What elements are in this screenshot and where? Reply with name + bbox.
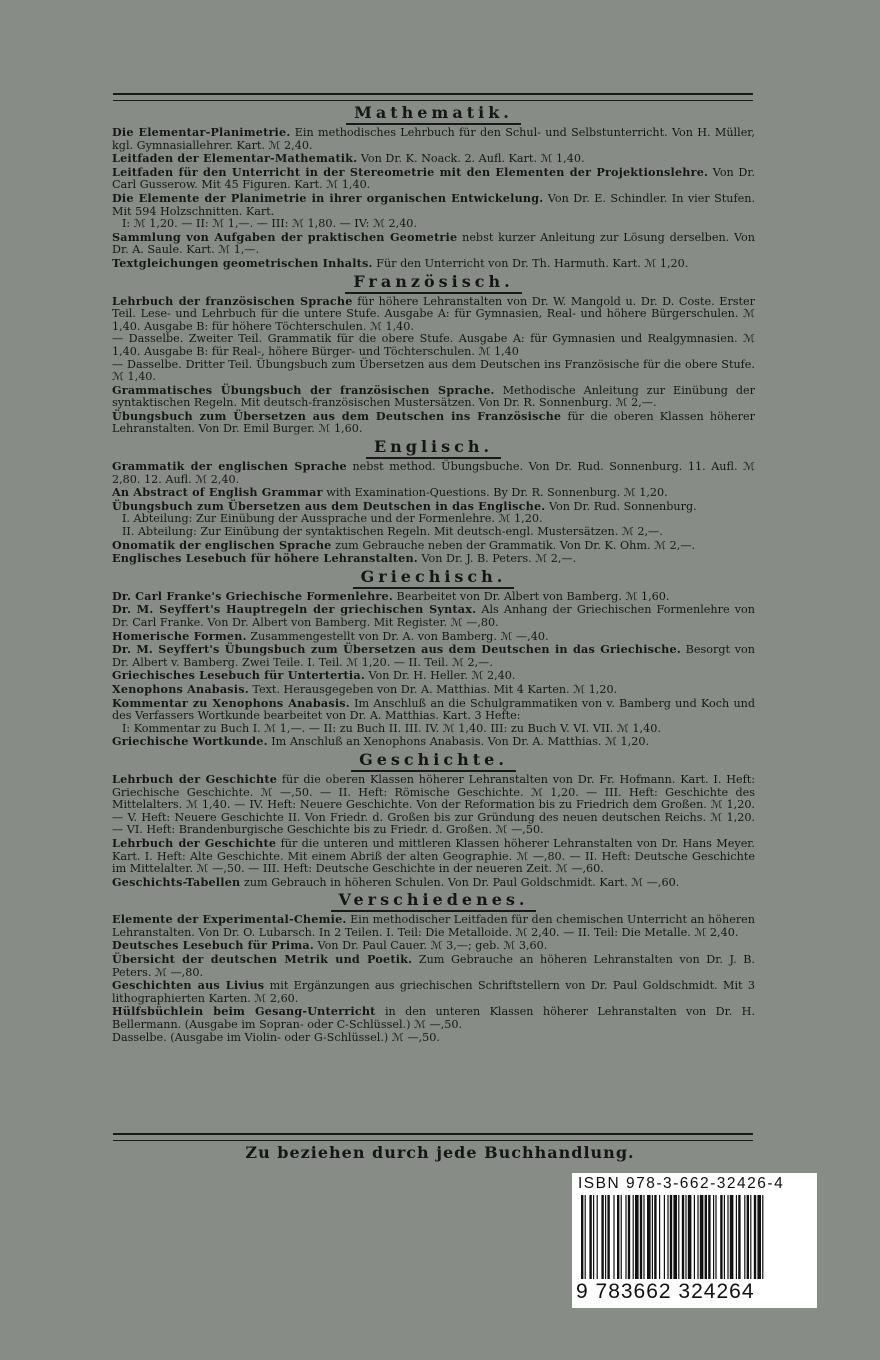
catalog-entry — [112, 166, 755, 192]
entry-text: Als Anhang der Griechischen Formenlehre von Dr. Carl Franke. Von Dr. Albert von Bamberg. Mit Register. ℳ —,80. — [112, 603, 755, 629]
section-heading — [112, 104, 755, 125]
entry-title: Textgleichungen geometrischen Inhalts. — [112, 255, 373, 270]
barcode-bar — [757, 1195, 761, 1279]
entry-text: Von Dr. Paul Cauer. ℳ 3,—; geb. ℳ 3,60. — [317, 939, 548, 953]
barcode-bar — [613, 1195, 614, 1279]
isbn-label: ISBN 978-3-662-32426-4 — [578, 1175, 785, 1192]
entry-text: Für den Unterricht von Dr. Th. Harmuth. Kart. ℳ 1,20. — [376, 256, 689, 270]
barcode-bar — [697, 1195, 698, 1279]
entry-title: Elemente der Experimental-Chemie. — [112, 912, 347, 927]
barcode-bar — [652, 1195, 653, 1279]
entry-text: Von Dr. H. Heller. ℳ 2,40. — [368, 669, 516, 683]
barcode-bar — [593, 1195, 594, 1279]
barcode-bar — [581, 1195, 583, 1279]
catalog-entry — [112, 486, 755, 500]
barcode-bar — [724, 1195, 725, 1279]
catalog-entry — [112, 683, 755, 697]
barcode-bar — [643, 1195, 644, 1279]
entry-text: — Dasselbe. Dritter Teil. Übungsbuch zum Übersetzen aus dem Deutschen ins Französische für die obere Stufe. ℳ 1,40. — [112, 357, 755, 384]
barcode-bar — [607, 1195, 609, 1279]
entry-title: An Abstract of English Grammar — [112, 485, 323, 500]
entry-title: Kommentar zu Xenophons Anabasis. — [112, 695, 350, 710]
entry-text: nebst method. Übungsbuche. Von Dr. Rud. Sonnenburg. 11. Aufl. ℳ 2,80. 12. Aufl. ℳ 2,40. — [112, 460, 756, 486]
catalog-entry — [112, 939, 755, 953]
section-heading-text: Französisch. — [345, 273, 521, 294]
barcode-bar — [682, 1195, 684, 1279]
entry-title: Deutsches Lesebuch für Prima. — [112, 938, 314, 953]
catalog-entry — [112, 1032, 755, 1045]
barcode-bar — [750, 1195, 751, 1279]
catalog-entry — [112, 643, 755, 669]
barcode-bar — [601, 1195, 603, 1279]
entry-subline: I: Kommentar zu Buch I. ℳ 1,—. — II: zu Buch II. III. IV. ℳ 1,40. III: zu Buch V. VI. VII. ℳ 1,40. — [122, 721, 661, 735]
barcode-bar — [762, 1195, 763, 1279]
barcode-bar — [713, 1195, 714, 1279]
barcode-bar — [670, 1195, 672, 1279]
top-double-rule — [113, 93, 753, 101]
catalog-entry — [112, 979, 755, 1005]
catalog-entry — [112, 913, 755, 939]
catalog-entry — [112, 333, 755, 358]
entry-subline: I: ℳ 1,20. — II: ℳ 1,—. — III: ℳ 1,80. — IV: ℳ 2,40. — [122, 217, 417, 231]
barcode-bar — [635, 1195, 639, 1279]
catalog-entry — [112, 192, 755, 231]
catalog-entry — [112, 384, 755, 410]
catalog-entry — [112, 603, 755, 629]
entry-title: Geschichten aus Livius — [112, 978, 265, 993]
catalog-entry — [112, 295, 755, 334]
entry-text: Von Dr. J. B. Peters. ℳ 2,—. — [421, 552, 577, 566]
entry-title: Dr. M. Seyffert's Übungsbuch zum Übersetzen aus dem Deutschen in das Griechische. — [112, 642, 681, 657]
catalog-entry — [112, 837, 755, 876]
catalog-entry — [112, 410, 755, 436]
entry-text: Methodische Anleitung zur Einübung der syntaktischen Regeln. Mit deutsch-französischen Mustersätzen. Von Dr. R. Sonnenburg. ℳ 2,—. — [112, 383, 756, 410]
catalog-entry — [112, 500, 755, 539]
section-heading-text: Verschiedenes. — [331, 891, 537, 912]
entry-text: mit Ergänzungen aus griechischen Schriftstellern von Dr. Paul Goldschmidt. Mit 3 lithographierten Karten. ℳ 2,60. — [112, 979, 756, 1005]
barcode-bar — [617, 1195, 619, 1279]
barcode-bar — [720, 1195, 722, 1279]
section-heading — [112, 891, 755, 912]
barcode-bars — [578, 1195, 811, 1283]
entry-title: Xenophons Anabasis. — [112, 681, 249, 696]
catalog-entry — [112, 590, 755, 604]
barcode-bar — [667, 1195, 668, 1279]
entry-text: für die oberen Klassen höherer Lehranstalten. Von Dr. Emil Burger. ℳ 1,60. — [112, 409, 755, 436]
entry-text: in den unteren Klassen höherer Lehranstalten von Dr. H. Bellermann. (Ausgabe im Sopran- oder C-Schlüssel.) ℳ —,50. — [112, 1005, 755, 1032]
barcode-bar — [640, 1195, 642, 1279]
barcode-bar — [727, 1195, 728, 1279]
barcode-bar — [685, 1195, 686, 1279]
isbn-barcode — [572, 1173, 817, 1308]
entry-title: Englisches Lesebuch für höhere Lehranstalten. — [112, 551, 418, 566]
entry-title: Grammatik der englischen Sprache — [112, 459, 347, 474]
barcode-bar — [694, 1195, 695, 1279]
entry-title: Dr. M. Seyffert's Hauptregeln der griechischen Syntax. — [112, 602, 477, 617]
catalog-entry — [112, 231, 755, 257]
entry-text: zum Gebrauche neben der Grammatik. Von Dr. K. Ohm. ℳ 2,—. — [335, 538, 696, 552]
catalog-entry — [112, 126, 755, 152]
entry-text: zum Gebrauch in höheren Schulen. Von Dr. Paul Goldschmidt. Kart. ℳ —,60. — [243, 875, 680, 889]
barcode-bar — [688, 1195, 692, 1279]
barcode-bar — [628, 1195, 630, 1279]
entry-subline: II. Abteilung: Zur Einübung der syntaktischen Regeln. Mit deutsch-engl. Mustersätzen. ℳ 2,—. — [122, 525, 663, 539]
catalog-entry — [112, 552, 755, 566]
barcode-bar — [647, 1195, 651, 1279]
entry-text: Von Dr. Rud. Sonnenburg. — [548, 499, 697, 513]
entry-text: Von Dr. Carl Gusserow. Mit 45 Figuren. Kart. ℳ 1,40. — [112, 165, 756, 192]
barcode-bar — [585, 1195, 586, 1279]
barcode-bar — [730, 1195, 734, 1279]
entry-text: Ein methodisches Lehrbuch für den Schul- und Selbstunterricht. Von H. Müller, kgl. Gymnasiallehrer. Kart. ℳ 2,40. — [112, 126, 755, 152]
entry-title: Dr. Carl Franke's Griechische Formenlehre. — [112, 588, 393, 603]
entry-subline: I. Abteilung: Zur Einübung der Aussprache und der Formenlehre. ℳ 1,20. — [122, 512, 543, 526]
entry-text: für die unteren und mittleren Klassen höherer Lehranstalten von Dr. Hans Meyer. Kart. I. Heft: Alte Geschichte. Mit einem Abriß der alten Geographie. ℳ —,80. — II. Heft: Deutsche Geschichte im Mittelalter. ℳ —,50. — III. Heft: Deutsche Geschichte in der neueren Zeit. ℳ —,60. — [112, 836, 755, 876]
barcode-bar — [738, 1195, 740, 1279]
entry-title: Lehrbuch der französischen Sprache — [112, 293, 353, 308]
barcode-bar — [664, 1195, 665, 1279]
entry-title: Übungsbuch zum Übersetzen aus dem Deutschen ins Französische — [112, 408, 562, 423]
catalog-entry — [112, 773, 755, 837]
barcode-bar — [659, 1195, 660, 1279]
entry-text: nebst kurzer Anleitung zur Lösung derselben. Von Dr. A. Saule. Kart. ℳ 1,—. — [112, 230, 755, 257]
entry-title: Übungsbuch zum Übersetzen aus dem Deutschen in das Englische. — [112, 498, 546, 513]
catalog-entry — [112, 630, 755, 644]
barcode-bar — [736, 1195, 737, 1279]
footer-note: Zu beziehen durch jede Buchhandlung. — [245, 1143, 635, 1162]
section-heading — [112, 273, 755, 294]
entry-title: Homerische Formen. — [112, 628, 247, 643]
catalog-entry — [112, 152, 755, 166]
entry-text: Dasselbe. (Ausgabe im Violin- oder G-Schlüssel.) ℳ —,50. — [112, 1030, 440, 1044]
barcode-bar — [744, 1195, 745, 1279]
section-heading-text: Geschichte. — [351, 751, 516, 772]
section-heading — [112, 751, 755, 772]
entry-text: Im Anschluß an die Schulgrammatiken von v. Bamberg und Koch und des Verfassers Wortkunde bearbeitet von Dr. A. Matthias. Kart. 3 Hefte: — [112, 696, 756, 723]
entry-title: Die Elementar-Planimetrie. — [112, 125, 291, 139]
entry-text: für höhere Lehranstalten von Dr. W. Mangold u. Dr. D. Coste. Erster Teil. Lese- und Lehrbuch für die untere Stufe. Ausgabe A: für Gymnasien, Real- und höhere Bürgerschulen. ℳ 1,40. Ausgabe B: für höhere Töchterschulen. ℳ 1,40. — [112, 294, 756, 333]
barcode-bar — [678, 1195, 679, 1279]
entry-title: Leitfaden für den Unterricht in der Stereometrie mit den Elementen der Projektionslehre. — [112, 164, 709, 179]
entry-text: Zusammengestellt von Dr. A. von Bamberg. ℳ —,40. — [250, 629, 549, 643]
entry-text: Bearbeitet von Dr. Albert von Bamberg. ℳ 1,60. — [396, 589, 670, 603]
section-heading — [112, 568, 755, 589]
bottom-double-rule — [113, 1133, 753, 1141]
barcode-bar — [705, 1195, 707, 1279]
section-heading-text: Englisch. — [366, 438, 501, 459]
ean-digits: 9 783662 324264 — [576, 1280, 755, 1303]
entry-text: Zum Gebrauche an höheren Lehranstalten von Dr. J. B. Peters. ℳ —,80. — [112, 953, 755, 979]
barcode-bar — [673, 1195, 677, 1279]
catalog-entry — [112, 539, 755, 553]
entry-text: Im Anschluß an Xenophons Anabasis. Von Dr. A. Matthias. ℳ 1,20. — [271, 735, 650, 749]
catalog-entry — [112, 257, 755, 271]
barcode-bar — [747, 1195, 749, 1279]
section-heading — [112, 438, 755, 459]
section-heading-text: Griechisch. — [353, 568, 515, 589]
catalog-entry — [112, 1005, 755, 1031]
entry-title: Übersicht der deutschen Metrik und Poetik. — [112, 952, 413, 967]
entry-title: Grammatisches Übungsbuch der französischen Sprache. — [112, 382, 495, 397]
barcode-bar — [715, 1195, 716, 1279]
catalog-entry — [112, 359, 755, 384]
entry-text: Text. Herausgegeben von Dr. A. Matthias. Mit 4 Karten. ℳ 1,20. — [252, 682, 618, 696]
entry-text: with Examination-Questions. By Dr. R. Sonnenburg. ℳ 1,20. — [326, 486, 668, 500]
barcode-bar — [589, 1195, 591, 1279]
entry-title: Griechische Wortkunde. — [112, 734, 268, 749]
entry-title: Onomatik der englischen Sprache — [112, 537, 332, 552]
publisher-catalog — [112, 102, 755, 1044]
catalog-entry — [112, 460, 755, 486]
entry-title: Leitfaden der Elementar-Mathematik. — [112, 151, 358, 166]
barcode-bar — [633, 1195, 634, 1279]
entry-title: Griechisches Lesebuch für Untertertia. — [112, 668, 365, 683]
entry-title: Sammlung von Aufgaben der praktischen Geometrie — [112, 229, 458, 244]
barcode-bar — [700, 1195, 704, 1279]
catalog-entry — [112, 953, 755, 979]
catalog-entry — [112, 735, 755, 749]
catalog-entry — [112, 876, 755, 890]
catalog-entry — [112, 669, 755, 683]
barcode-bar — [708, 1195, 710, 1279]
barcode-bar — [754, 1195, 756, 1279]
entry-title: Die Elemente der Planimetrie in ihrer organischen Entwickelung. — [112, 190, 544, 205]
entry-text: — Dasselbe. Zweiter Teil. Grammatik für die obere Stufe. Ausgabe A: für Gymnasien und Realgymnasien. ℳ 1,40. Ausgabe B: für Real-, höhere Bürger- und Töchterschulen. ℳ 1,40 — [112, 332, 755, 358]
entry-text: für die oberen Klassen höherer Lehranstalten von Dr. Fr. Hofmann. Kart. I. Heft: Griechische Geschichte. ℳ —,50. — II. Heft: Römische Geschichte. ℳ 1,20. — III. Heft: Geschichte des Mittelalters. ℳ 1,40. — IV. Heft: Neuere Geschichte. Von der Reformation bis zu Friedrich dem Großen. ℳ 1,20. — V. Heft: Neuere Geschichte II. Von Friedr. d. Großen bis zur Gründung des neuen deutschen Reichs. ℳ 1,20. — VI. Heft: Brandenburgische Geschichte bis zu Friedr. d. Großen. ℳ —,50. — [112, 772, 755, 837]
entry-title: Hülfsbüchlein beim Gesang-Unterricht — [112, 1004, 376, 1019]
entry-text: Von Dr. K. Noack. 2. Aufl. Kart. ℳ 1,40. — [360, 152, 585, 166]
entry-title: Geschichts-Tabellen — [112, 874, 241, 889]
barcode-bar — [625, 1195, 626, 1279]
section-heading-text: Mathematik. — [346, 104, 521, 125]
entry-text: Von Dr. E. Schindler. In vier Stufen. Mit 594 Holzschnitten. Kart. — [112, 191, 755, 218]
barcode-bar — [621, 1195, 622, 1279]
catalog-entry — [112, 697, 755, 736]
entry-text: Besorgt von Dr. Albert v. Bamberg. Zwei Teile. I. Teil. ℳ 1,20. — II. Teil. ℳ 2,—. — [112, 643, 755, 669]
entry-title: Lehrbuch der Geschichte — [112, 835, 277, 850]
entry-text: Ein methodischer Leitfaden für den chemischen Unterricht an höheren Lehranstalten. Von Dr. O. Lubarsch. In 2 Teilen. I. Teil: Die Metalloide. ℳ 2,40. — II. Teil: Die Metalle. ℳ 2,40. — [112, 913, 755, 939]
barcode-bar — [654, 1195, 656, 1279]
barcode-bar — [597, 1195, 598, 1279]
barcode-bar — [605, 1195, 606, 1279]
entry-title: Lehrbuch der Geschichte — [112, 771, 278, 786]
